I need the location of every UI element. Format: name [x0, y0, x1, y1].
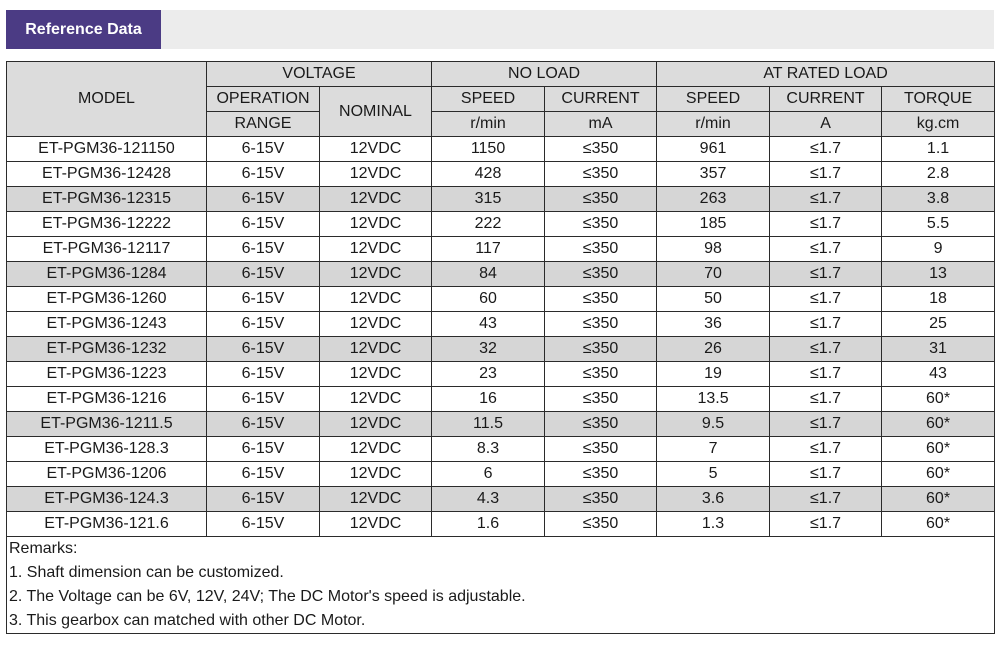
cell-model: ET-PGM36-1232	[7, 337, 207, 362]
header-rl-current: CURRENT	[770, 87, 882, 112]
unit-rl-current: A	[770, 112, 882, 137]
cell-nominal: 12VDC	[320, 462, 432, 487]
table-row	[7, 512, 995, 537]
cell-nominal: 12VDC	[320, 262, 432, 287]
cell-torque: 5.5	[882, 212, 995, 237]
cell-rated-current: ≤1.7	[770, 387, 882, 412]
cell-nominal: 12VDC	[320, 312, 432, 337]
cell-torque: 60*	[882, 387, 995, 412]
cell-no-load-speed: 315	[432, 187, 545, 212]
header-at-rated-load: AT RATED LOAD	[657, 62, 995, 87]
cell-rated-current: ≤1.7	[770, 187, 882, 212]
cell-no-load-current: ≤350	[545, 162, 657, 187]
cell-operation-range: 6-15V	[207, 487, 320, 512]
remark-item: 2. The Voltage can be 6V, 12V, 24V; The DC Motor's speed is adjustable.	[7, 585, 995, 609]
cell-rated-current: ≤1.7	[770, 212, 882, 237]
cell-model: ET-PGM36-12428	[7, 162, 207, 187]
unit-nl-current: mA	[545, 112, 657, 137]
cell-rated-speed: 1.3	[657, 512, 770, 537]
cell-nominal: 12VDC	[320, 512, 432, 537]
cell-rated-speed: 5	[657, 462, 770, 487]
cell-no-load-speed: 84	[432, 262, 545, 287]
header-nl-speed: SPEED	[432, 87, 545, 112]
cell-rated-current: ≤1.7	[770, 137, 882, 162]
cell-no-load-current: ≤350	[545, 387, 657, 412]
cell-operation-range: 6-15V	[207, 262, 320, 287]
title-bar	[6, 10, 994, 49]
table-row	[7, 487, 995, 512]
cell-rated-current: ≤1.7	[770, 462, 882, 487]
cell-nominal: 12VDC	[320, 387, 432, 412]
header-rl-speed: SPEED	[657, 87, 770, 112]
cell-torque: 43	[882, 362, 995, 387]
cell-no-load-speed: 11.5	[432, 412, 545, 437]
cell-model: ET-PGM36-12222	[7, 212, 207, 237]
cell-nominal: 12VDC	[320, 212, 432, 237]
cell-rated-speed: 13.5	[657, 387, 770, 412]
cell-rated-speed: 19	[657, 362, 770, 387]
unit-nl-speed: r/min	[432, 112, 545, 137]
cell-no-load-speed: 117	[432, 237, 545, 262]
cell-model: ET-PGM36-1260	[7, 287, 207, 312]
table-row	[7, 312, 995, 337]
remark-item: 1. Shaft dimension can be customized.	[7, 561, 995, 585]
cell-operation-range: 6-15V	[207, 387, 320, 412]
cell-model: ET-PGM36-121150	[7, 137, 207, 162]
table-header	[7, 62, 995, 137]
table-body	[7, 137, 995, 537]
cell-rated-current: ≤1.7	[770, 512, 882, 537]
cell-model: ET-PGM36-128.3	[7, 437, 207, 462]
cell-rated-current: ≤1.7	[770, 337, 882, 362]
cell-model: ET-PGM36-1211.5	[7, 412, 207, 437]
cell-model: ET-PGM36-12315	[7, 187, 207, 212]
cell-no-load-speed: 8.3	[432, 437, 545, 462]
header-range: RANGE	[207, 112, 320, 137]
header-nl-current: CURRENT	[545, 87, 657, 112]
cell-no-load-current: ≤350	[545, 287, 657, 312]
cell-model: ET-PGM36-1223	[7, 362, 207, 387]
cell-operation-range: 6-15V	[207, 437, 320, 462]
cell-no-load-speed: 43	[432, 312, 545, 337]
remarks-section	[7, 537, 995, 634]
header-operation: OPERATION	[207, 87, 320, 112]
cell-rated-current: ≤1.7	[770, 262, 882, 287]
cell-nominal: 12VDC	[320, 137, 432, 162]
unit-torque: kg.cm	[882, 112, 995, 137]
cell-rated-current: ≤1.7	[770, 237, 882, 262]
cell-rated-speed: 3.6	[657, 487, 770, 512]
cell-model: ET-PGM36-124.3	[7, 487, 207, 512]
cell-operation-range: 6-15V	[207, 187, 320, 212]
cell-rated-speed: 50	[657, 287, 770, 312]
cell-torque: 9	[882, 237, 995, 262]
cell-rated-speed: 185	[657, 212, 770, 237]
cell-rated-current: ≤1.7	[770, 287, 882, 312]
cell-no-load-current: ≤350	[545, 312, 657, 337]
table-row	[7, 412, 995, 437]
cell-torque: 60*	[882, 412, 995, 437]
cell-operation-range: 6-15V	[207, 362, 320, 387]
cell-no-load-speed: 32	[432, 337, 545, 362]
cell-no-load-current: ≤350	[545, 362, 657, 387]
table-row	[7, 137, 995, 162]
cell-operation-range: 6-15V	[207, 212, 320, 237]
cell-rated-current: ≤1.7	[770, 487, 882, 512]
header-model: MODEL	[7, 62, 207, 137]
cell-torque: 60*	[882, 462, 995, 487]
cell-no-load-current: ≤350	[545, 412, 657, 437]
cell-rated-current: ≤1.7	[770, 437, 882, 462]
remarks-heading: Remarks:	[7, 537, 995, 562]
table-row	[7, 262, 995, 287]
header-voltage: VOLTAGE	[207, 62, 432, 87]
cell-no-load-current: ≤350	[545, 137, 657, 162]
cell-no-load-speed: 1150	[432, 137, 545, 162]
table-row	[7, 337, 995, 362]
cell-model: ET-PGM36-12117	[7, 237, 207, 262]
cell-operation-range: 6-15V	[207, 287, 320, 312]
cell-rated-speed: 263	[657, 187, 770, 212]
cell-operation-range: 6-15V	[207, 312, 320, 337]
remark-item: 3. This gearbox can matched with other DC Motor.	[7, 609, 995, 634]
cell-no-load-current: ≤350	[545, 237, 657, 262]
cell-no-load-speed: 222	[432, 212, 545, 237]
cell-no-load-speed: 60	[432, 287, 545, 312]
header-torque: TORQUE	[882, 87, 995, 112]
section-title: Reference Data	[6, 10, 161, 49]
cell-nominal: 12VDC	[320, 287, 432, 312]
cell-nominal: 12VDC	[320, 487, 432, 512]
cell-no-load-current: ≤350	[545, 462, 657, 487]
cell-operation-range: 6-15V	[207, 137, 320, 162]
cell-model: ET-PGM36-1216	[7, 387, 207, 412]
cell-no-load-current: ≤350	[545, 212, 657, 237]
table-row	[7, 287, 995, 312]
table-row	[7, 162, 995, 187]
cell-no-load-current: ≤350	[545, 337, 657, 362]
table-row	[7, 237, 995, 262]
cell-no-load-speed: 6	[432, 462, 545, 487]
cell-model: ET-PGM36-121.6	[7, 512, 207, 537]
cell-torque: 2.8	[882, 162, 995, 187]
table-row	[7, 387, 995, 412]
table-row	[7, 437, 995, 462]
cell-no-load-speed: 16	[432, 387, 545, 412]
cell-no-load-speed: 428	[432, 162, 545, 187]
cell-no-load-current: ≤350	[545, 262, 657, 287]
header-no-load: NO LOAD	[432, 62, 657, 87]
cell-no-load-speed: 23	[432, 362, 545, 387]
cell-no-load-speed: 4.3	[432, 487, 545, 512]
reference-data-table	[6, 61, 995, 634]
cell-nominal: 12VDC	[320, 237, 432, 262]
cell-model: ET-PGM36-1243	[7, 312, 207, 337]
cell-no-load-current: ≤350	[545, 437, 657, 462]
cell-rated-speed: 26	[657, 337, 770, 362]
cell-rated-speed: 9.5	[657, 412, 770, 437]
cell-operation-range: 6-15V	[207, 337, 320, 362]
table-row	[7, 212, 995, 237]
cell-nominal: 12VDC	[320, 437, 432, 462]
cell-torque: 60*	[882, 487, 995, 512]
cell-operation-range: 6-15V	[207, 462, 320, 487]
cell-no-load-current: ≤350	[545, 487, 657, 512]
cell-torque: 3.8	[882, 187, 995, 212]
cell-no-load-current: ≤350	[545, 187, 657, 212]
cell-rated-speed: 98	[657, 237, 770, 262]
cell-operation-range: 6-15V	[207, 162, 320, 187]
cell-rated-current: ≤1.7	[770, 312, 882, 337]
cell-rated-speed: 7	[657, 437, 770, 462]
table-row	[7, 462, 995, 487]
cell-no-load-speed: 1.6	[432, 512, 545, 537]
cell-rated-current: ≤1.7	[770, 412, 882, 437]
header-nominal: NOMINAL	[320, 87, 432, 137]
cell-torque: 31	[882, 337, 995, 362]
cell-rated-current: ≤1.7	[770, 362, 882, 387]
cell-torque: 60*	[882, 512, 995, 537]
cell-torque: 60*	[882, 437, 995, 462]
cell-torque: 1.1	[882, 137, 995, 162]
cell-torque: 13	[882, 262, 995, 287]
cell-operation-range: 6-15V	[207, 237, 320, 262]
cell-nominal: 12VDC	[320, 412, 432, 437]
cell-nominal: 12VDC	[320, 362, 432, 387]
cell-nominal: 12VDC	[320, 187, 432, 212]
cell-torque: 18	[882, 287, 995, 312]
cell-nominal: 12VDC	[320, 162, 432, 187]
table-row	[7, 187, 995, 212]
cell-torque: 25	[882, 312, 995, 337]
unit-rl-speed: r/min	[657, 112, 770, 137]
cell-operation-range: 6-15V	[207, 512, 320, 537]
cell-no-load-current: ≤350	[545, 512, 657, 537]
cell-rated-speed: 357	[657, 162, 770, 187]
cell-rated-speed: 961	[657, 137, 770, 162]
cell-model: ET-PGM36-1206	[7, 462, 207, 487]
cell-rated-current: ≤1.7	[770, 162, 882, 187]
cell-operation-range: 6-15V	[207, 412, 320, 437]
table-row	[7, 362, 995, 387]
cell-model: ET-PGM36-1284	[7, 262, 207, 287]
cell-rated-speed: 70	[657, 262, 770, 287]
cell-rated-speed: 36	[657, 312, 770, 337]
cell-nominal: 12VDC	[320, 337, 432, 362]
